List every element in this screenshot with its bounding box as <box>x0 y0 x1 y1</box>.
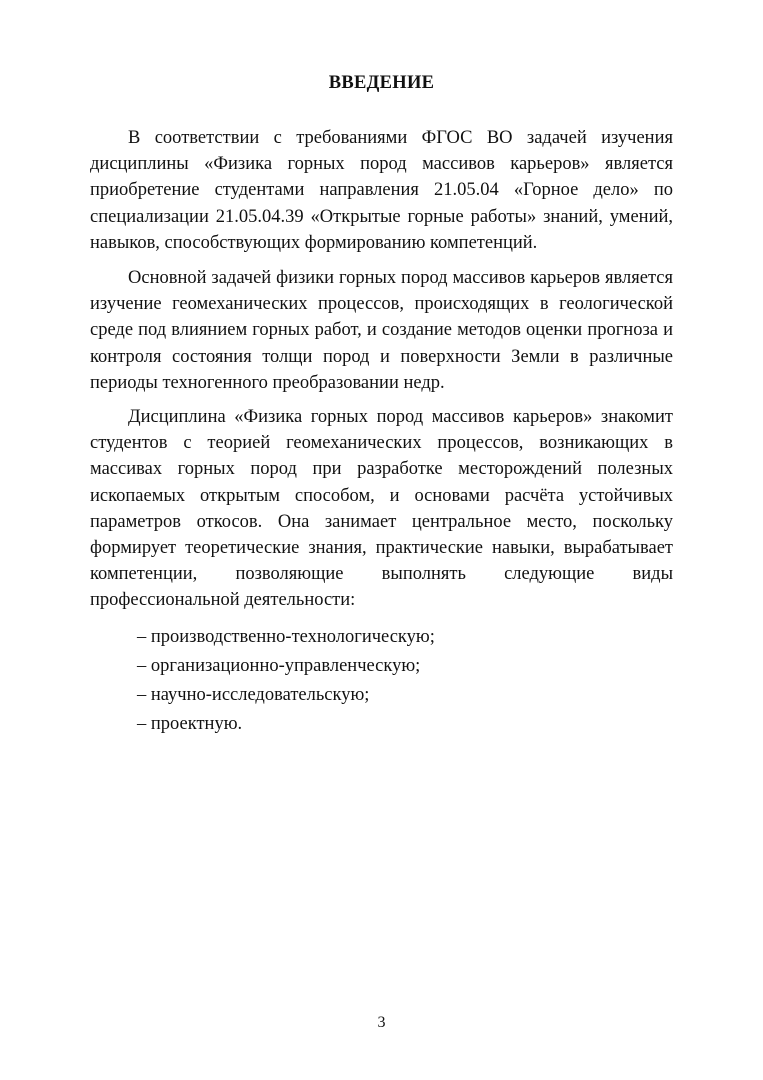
body-text <box>90 125 673 739</box>
page-number: 3 <box>377 1014 386 1031</box>
list-item: – организационно-управленческую; <box>137 655 421 676</box>
section-title: ВВЕДЕНИЕ <box>328 73 435 93</box>
list-item: – производственно-технологическую; <box>137 626 435 647</box>
paragraph-1: В соответствии с требованиями ФГОС ВО задачей изучения дисциплины «Физика горных пород массивов карьеров» является приобретение студентами направления 21.05.04 «Горное дело» по специализации 21.05.04.39 «Открытые горные работы» знаний, умений, навыков, способствующих формированию компетенций. <box>90 128 673 253</box>
paragraph-2: Основной задачей физики горных пород массивов карьеров является изучение геомеханических процессов, происходящих в геологической среде под влиянием горных работ, и создание методов оценки прогноза и контроля состояния толщи пород и поверхности Земли в различные периоды техногенного преобразовании недр. <box>90 268 673 393</box>
paragraph-3: Дисциплина «Физика горных пород массивов карьеров» знакомит студентов с теорией геомеханических процессов, возникающих в массивах горных пород при разработке месторождений полезных ископаемых открытым способом, и основами расчёта устойчивых параметров откосов. Она занимает центральное место, поскольку формирует теоретические знания, практические навыки, вырабатывает компетенции, позволяющие выполнять следующие виды профессиональной деятельности: <box>90 407 673 611</box>
list-item: – проектную. <box>137 713 243 734</box>
list-item: – научно-исследовательскую; <box>137 684 370 705</box>
activity-list <box>90 623 673 739</box>
